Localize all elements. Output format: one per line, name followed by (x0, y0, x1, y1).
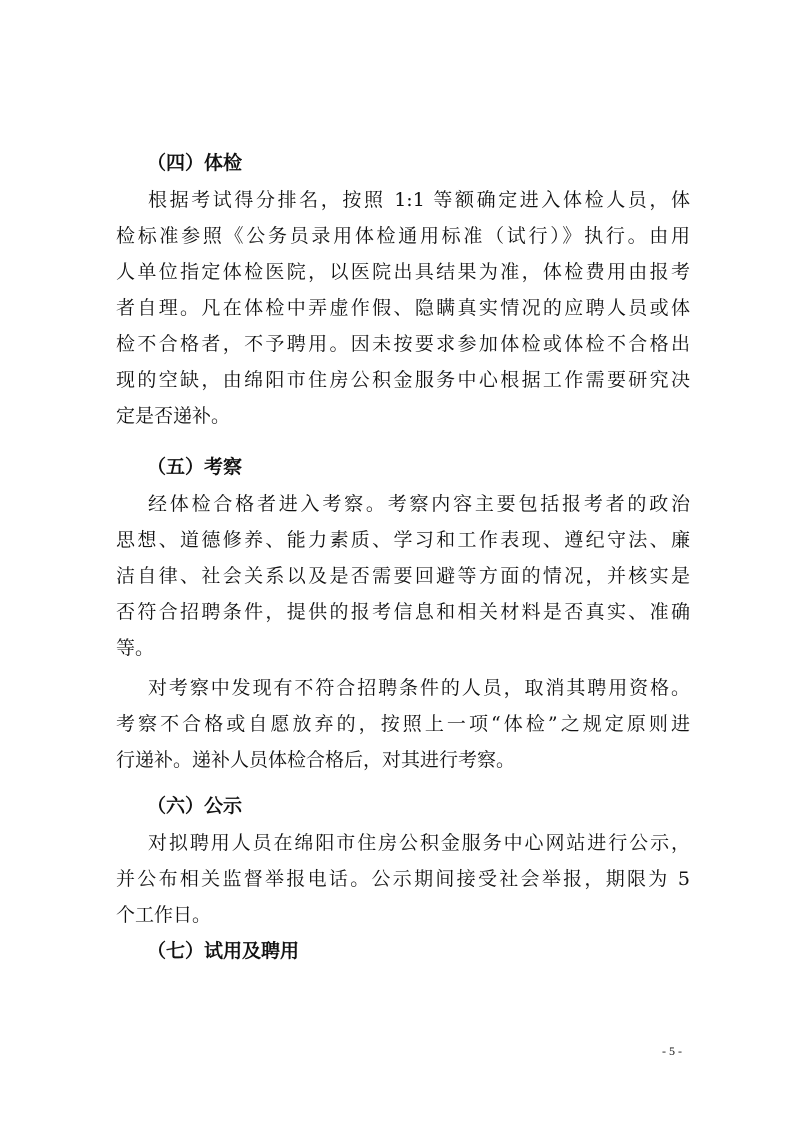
text-line: 个工作日。 (116, 904, 212, 926)
text-line: 对拟聘用人员在绵阳市住房公积金服务中心网站进行公示， (148, 832, 690, 854)
section-heading-inspection: （五）考察 (147, 456, 243, 478)
text-line: 洁自律、社会关系以及是否需要回避等方面的情况，并核实是 (116, 565, 690, 587)
section-heading-publicity: （六）公示 (147, 795, 243, 817)
text-line: 定是否递补。 (116, 405, 231, 427)
text-line: 行递补。递补人员体检合格后，对其进行考察。 (116, 749, 516, 771)
text-line: 检不合格者，不予聘用。因未按要求参加体检或体检不合格出 (116, 333, 690, 355)
text-line: 者自理。凡在体检中弄虚作假、隐瞒真实情况的应聘人员或体 (116, 297, 690, 319)
text-line: 否符合招聘条件，提供的报考信息和相关材料是否真实、准确 (116, 601, 690, 623)
text-line: 考察不合格或自愿放弃的，按照上一项“体检”之规定原则进 (116, 713, 690, 735)
text-line: 根据考试得分排名，按照 1:1 等额确定进入体检人员，体 (148, 189, 690, 211)
text-line: 思想、道德修养、能力素质、学习和工作表现、遵纪守法、廉 (116, 529, 690, 551)
text-line: 并公布相关监督举报电话。公示期间接受社会举报，期限为 5 (116, 868, 690, 890)
section-heading-physical-exam: （四）体检 (147, 152, 243, 174)
section-heading-probation: （七）试用及聘用 (147, 940, 300, 962)
text-line: 对考察中发现有不符合招聘条件的人员，取消其聘用资格。 (148, 677, 690, 699)
text-line: 经体检合格者进入考察。考察内容主要包括报考者的政治 (148, 493, 690, 515)
text-line: 等。 (116, 637, 155, 659)
text-line: 检标准参照《公务员录用体检通用标准（试行）》执行。由用 (116, 225, 690, 247)
paragraph-inspection-2 (116, 670, 690, 778)
paragraph-physical-exam (116, 182, 690, 434)
text-line: 现的空缺，由绵阳市住房公积金服务中心根据工作需要研究决 (116, 369, 690, 391)
paragraph-inspection-1 (116, 486, 690, 666)
text-line: 人单位指定体检医院，以医院出具结果为准，体检费用由报考 (116, 261, 690, 283)
page-number: - 5 - (662, 1044, 682, 1058)
paragraph-publicity (116, 825, 690, 933)
